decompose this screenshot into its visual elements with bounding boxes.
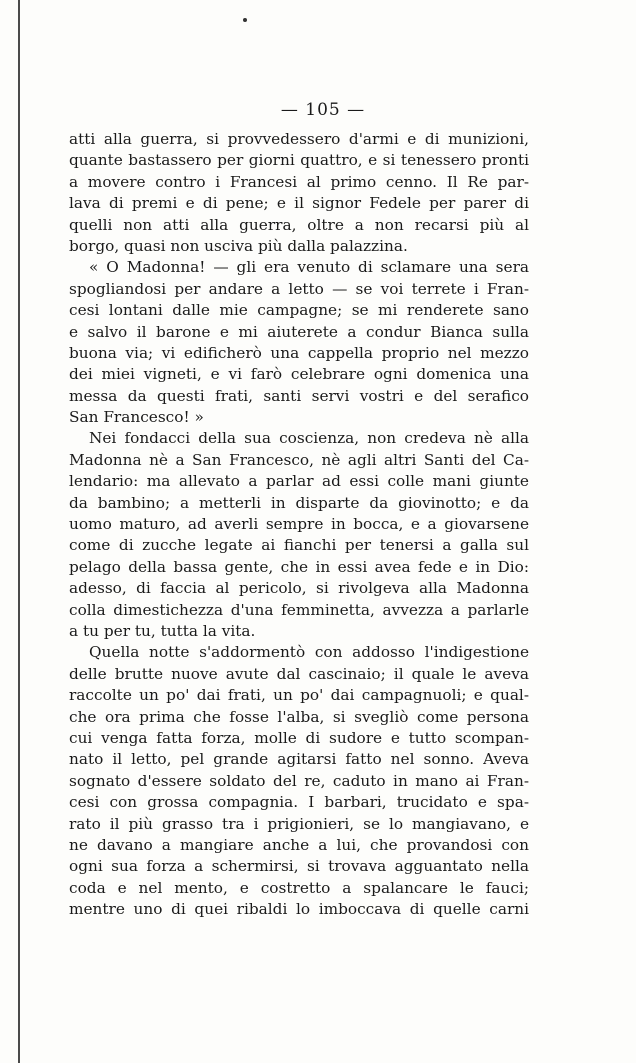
text-line: lava di premi e di pene; e il signor Fedele per parer di (69, 194, 529, 213)
text-line: e salvo il barone e mi aiuterete a condur Bianca sulla (69, 322, 529, 341)
text-line: quante bastassero per giorni quattro, e si tenessero pronti (69, 151, 529, 170)
text-line: come di zucche legate ai fianchi per tenersi a galla sul (69, 536, 529, 555)
text-line: « O Madonna! — gli era venuto di sclamare una sera (89, 258, 529, 277)
text-line: sognato d'essere soldato del re, caduto in mano ai Fran- (69, 771, 529, 790)
text-line: Quella notte s'addormentò con addosso l'indigestione (89, 643, 529, 662)
ink-speck (243, 18, 247, 22)
text-line: spogliandosi per andare a letto — se voi terrete i Fran- (69, 279, 529, 298)
text-line: atti alla guerra, si provvedessero d'armi e di munizioni, (69, 130, 529, 148)
text-line: San Francesco! » (69, 408, 204, 427)
text-line: cesi con grossa compagnia. I barbari, trucidato e spa- (69, 793, 529, 812)
text-line: adesso, di faccia al pericolo, si rivolgeva alla Madonna (69, 579, 529, 598)
text-line: a movere contro i Francesi al primo cenno. Il Re par- (69, 172, 529, 191)
text-line: ne davano a mangiare anche a lui, che provandosi con (69, 835, 529, 854)
page-binding-edge (18, 0, 20, 1063)
text-line: che ora prima che fosse l'alba, si svegliò come persona (69, 707, 529, 726)
text-line: Nei fondacci della sua coscienza, non credeva nè alla (89, 429, 529, 448)
text-line: dei miei vigneti, e vi farò celebrare ogni domenica una (69, 365, 529, 384)
text-line: raccolte un po' dai frati, un po' dai campagnuoli; e qual- (69, 686, 529, 705)
text-line: borgo, quasi non usciva più dalla palazzina. (69, 236, 408, 255)
text-line: messa da questi frati, santi servi vostri e del serafico (69, 386, 529, 405)
text-line: delle brutte nuove avute dal cascinaio; il quale le aveva (69, 664, 529, 683)
page-number: — 105 — (280, 100, 366, 120)
text-line: cui venga fatta forza, molle di sudore e tutto scompan- (69, 728, 529, 747)
text-line: ogni sua forza a schermirsi, si trovava agguantato nella (69, 857, 529, 876)
body-text (69, 129, 529, 920)
text-line: quelli non atti alla guerra, oltre a non recarsi più al (69, 215, 529, 234)
text-line: mentre uno di quei ribaldi lo imboccava di quelle carni (69, 900, 529, 919)
text-line: da bambino; a metterli in disparte da giovinotto; e da (69, 493, 529, 512)
text-line: uomo maturo, ad averli sempre in bocca, e a giovarsene (69, 515, 529, 534)
text-line: rato il più grasso tra i prigionieri, se lo mangiavano, e (69, 814, 529, 833)
text-line: a tu per tu, tutta la vita. (69, 621, 256, 640)
text-line: colla dimestichezza d'una femminetta, avvezza a parlarle (69, 600, 529, 619)
text-line: nato il letto, pel grande agitarsi fatto nel sonno. Aveva (69, 750, 529, 769)
text-line: Madonna nè a San Francesco, nè agli altri Santi del Ca- (69, 450, 529, 469)
text-line: coda e nel mento, e costretto a spalancare le fauci; (69, 878, 529, 897)
text-line: pelago della bassa gente, che in essi avea fede e in Dio: (69, 557, 529, 576)
text-line: buona via; vi edificherò una cappella proprio nel mezzo (69, 343, 529, 362)
text-line: cesi lontani dalle mie campagne; se mi renderete sano (69, 301, 529, 320)
text-line: lendario: ma allevato a parlar ad essi colle mani giunte (69, 472, 529, 491)
